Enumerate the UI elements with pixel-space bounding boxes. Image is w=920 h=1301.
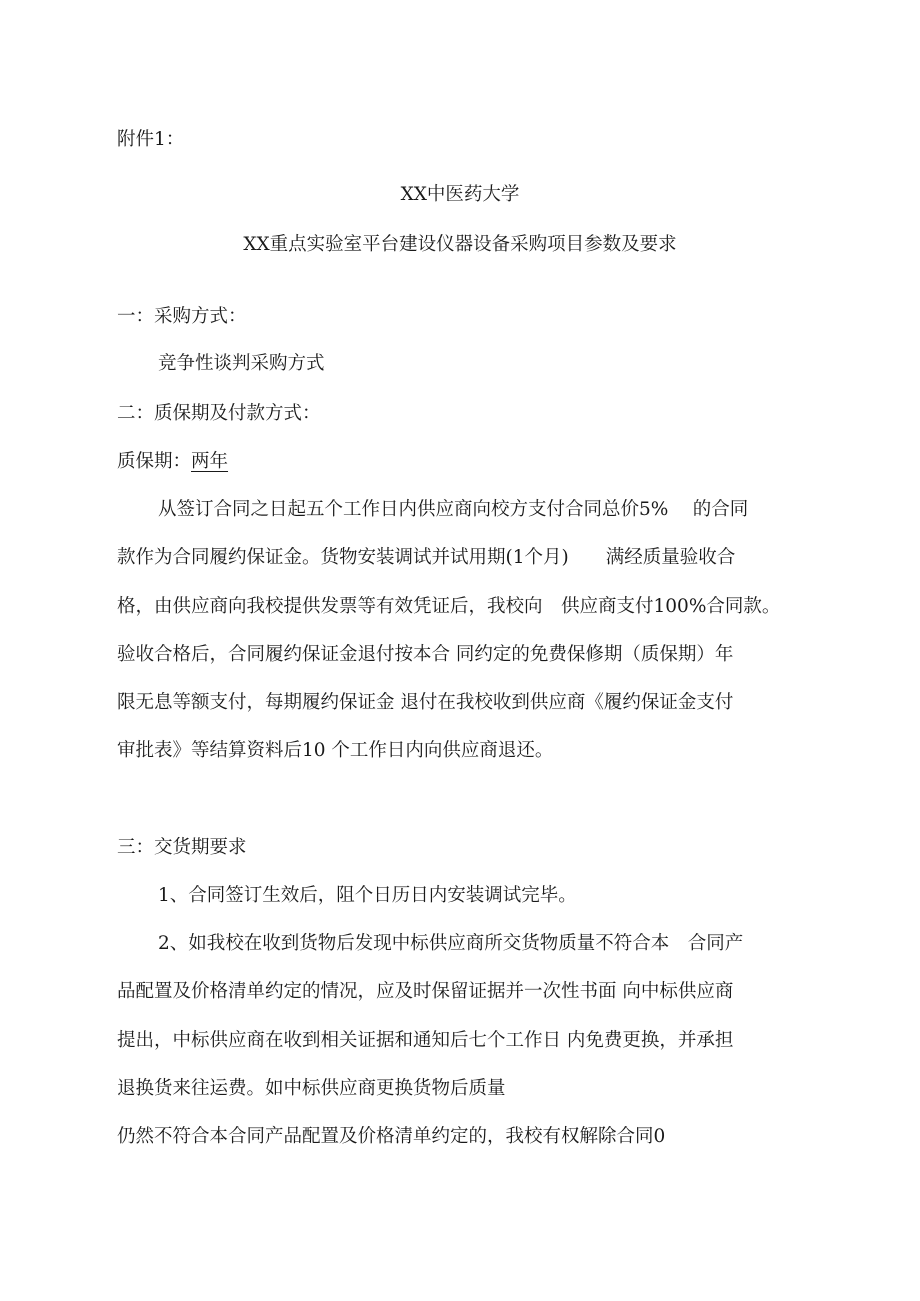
delivery-item-2-line: 2、如我校在收到货物后发现中标供应商所交货物质量不符合本 合同产 bbox=[158, 933, 744, 954]
payment-paragraph-line: 款作为合同履约保证金。货物安装调试并试用期(1个月) 满经质量验收合 bbox=[117, 547, 736, 568]
title-university: XX中医药大学 bbox=[400, 184, 520, 205]
delivery-item-2-line: 品配置及价格清单约定的情况，应及时保留证据并一次性书面 向中标供应商 bbox=[117, 981, 734, 1002]
delivery-item-2-line: 退换货来往运费。如中标供应商更换货物后质量 bbox=[117, 1078, 506, 1099]
delivery-item-2-line: 仍然不符合本合同产品配置及价格清单约定的，我校有权解除合同0 bbox=[117, 1126, 666, 1147]
section3-heading: 三：交货期要求 bbox=[117, 837, 247, 858]
section2-heading: 二：质保期及付款方式： bbox=[117, 403, 321, 424]
payment-paragraph-line: 格，由供应商向我校提供发票等有效凭证后，我校向 供应商支付100%合同款。 bbox=[117, 596, 781, 617]
warranty-value: 两年 bbox=[191, 451, 229, 472]
section1-heading: 一：采购方式： bbox=[117, 306, 247, 327]
payment-paragraph-line: 验收合格后，合同履约保证金退付按本合 同约定的免费保修期（质保期）年 bbox=[117, 644, 734, 665]
payment-paragraph-line: 审批表》等结算资料后10 个工作日内向供应商退还。 bbox=[117, 740, 554, 761]
section1-content: 竞争性谈判采购方式 bbox=[158, 353, 325, 374]
warranty-line bbox=[117, 450, 228, 474]
delivery-item-2-line: 提出，中标供应商在收到相关证据和通知后七个工作日 内免费更换，并承担 bbox=[117, 1030, 734, 1051]
payment-paragraph-line: 限无息等额支付，每期履约保证金 退付在我校收到供应商《履约保证金支付 bbox=[117, 692, 734, 713]
attachment-label: 附件1： bbox=[117, 129, 185, 150]
payment-paragraph-line: 从签订合同之日起五个工作日内供应商向校方支付合同总价5% 的合同 bbox=[158, 499, 749, 520]
title-project: XX重点实验室平台建设仪器设备采购项目参数及要求 bbox=[243, 234, 677, 255]
warranty-label: 质保期： bbox=[117, 451, 192, 472]
delivery-item-1: 1、合同签订生效后，阻个日历日内安装调试完毕。 bbox=[158, 885, 577, 906]
